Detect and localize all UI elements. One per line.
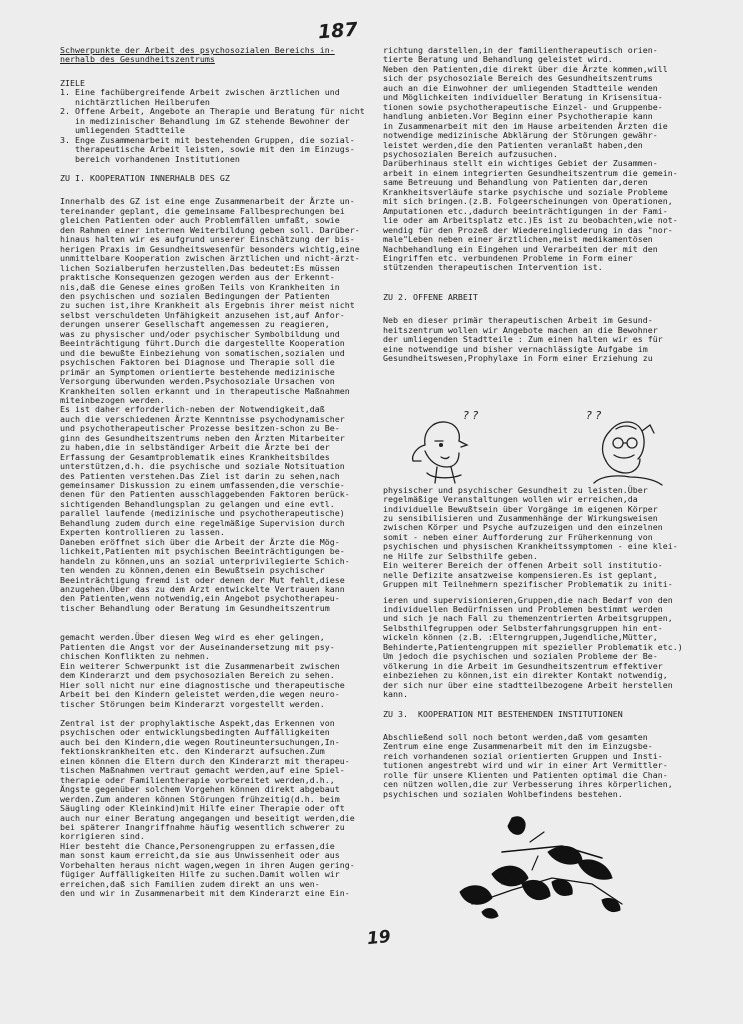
text-line: gleichen Patienten oder auch Problemfällen umfaßt, sowie [60,215,340,226]
text-line: und Möglichkeiten individueller Beratung in Krisensitua- [383,92,663,103]
text-line: unmittelbare Kooperation zwischen ärztlichen und nicht-ärzt- [60,253,360,264]
text-line: Amputationen etc.,dadurch beeinträchtigungen in der Fami- [383,205,668,216]
text-line: zwischen Körper und Psyche aufzuzeigen und den einzelnen [383,522,663,533]
section-1-paragraph [60,719,365,899]
text-line: werden.Zum anderen können Störungen frühzeitig(d.h. beim [60,793,340,804]
text-line: therapie oder Familientherapie vorbereitet werden,d.h., [60,774,335,785]
text-line: tutionen angestrebt wird und wir in einer Art Vermittler- [383,760,668,771]
text-line: Arbeit bei den Kindern geleistet werden,die wegen neuro- [60,689,340,700]
text-line: tionen sowie psychotherapeutische Einzel- und Gruppenbe- [383,101,663,112]
text-line: Versorgung überwunden werden.Psychosoziale Ursachen von [60,376,335,387]
puzzled-man-cartoon-right [570,405,670,487]
text-line: Es ist daher erforderlich-neben der Notwendigkeit,daß [60,404,325,415]
text-line: miteinbezogen werden. [60,394,165,405]
text-line: auch an die Einwohner der umliegenden Stadtteile wenden [383,82,658,93]
section-2-paragraph [383,596,698,700]
text-line: Darüberhinaus stellt ein wichtiges Gebiet der Zusammen- [383,158,658,169]
text-line: gemeinsamer Diskussion zu einem umfassenden,die verschie- [60,480,345,491]
list-line: 3. Enge Zusammenarbeit mit bestehenden Gruppen, die sozial- [60,134,355,145]
text-line: cen nützen wollen,die zur Verbesserung ihres körperlichen, [383,779,673,790]
text-line: dem Kinderarzt und dem psychosozialen Bereich zu sehen. [60,670,335,681]
ink-plant-drawing [452,812,632,927]
text-line: eine notwendige und bisher vernachlässigte Aufgabe im [383,343,648,354]
text-line: nelle Defizite ansatzweise kompensieren.Es ist geplant, [383,569,658,580]
text-line: ieren und supervisionieren,Gruppen,die nach Bedarf von den [383,594,673,605]
text-line: praktische Konsequenzen gezogen werden aus der Erkennt- [60,272,335,283]
text-line: psychischen oder entwicklungsbedingten Auffälligkeiten [60,727,330,738]
text-line: reich vorhandenen sozial orientierten Gruppen und Insti- [383,750,663,761]
text-line: der umliegenden Stadtteile : Zum einen halten wir es für [383,334,663,345]
text-line: tischen Maßnahmen vertraut gemacht werden,auf eine Spiel- [60,765,345,776]
text-line: primär an Symptomen orientierte bestehende medizinische [60,366,335,377]
text-line: und die bewußte Einbeziehung von somatischen,sozialen und [60,347,345,358]
title-line: nerhalb des Gesundheitszentrums [60,54,215,65]
text-line: Beeinträchtigung fremd ist oder denen der Mut fehlt,diese [60,574,345,585]
text-line: psychosozialen Bereich aufzusuchen. [383,148,558,159]
text-line: denen für den Patienten ausschlaggebenden Faktoren berück- [60,489,350,500]
text-line: erreichen,daß sich Familien zudem direkt an uns wen- [60,878,320,889]
text-line: Beeinträchtigung führt.Durch die dargestellte Kooperation [60,338,345,349]
text-line: arbeit in einem integrierten Gesundheitszentrum die gemein- [383,167,678,178]
text-line: derungen unserer Gesellschaft angemessen zu reagieren, [60,319,330,330]
text-line: same Betreuung und Behandlung von Patienten dar,deren [383,177,648,188]
text-line: male"Leben neben einer ärztlichen,meist medikamentösen [383,234,653,245]
section-3-heading: ZU 3. KOOPERATION MIT BESTEHENDEN INSTITUTIONEN [383,708,623,719]
text-line: lichen Sozialberufen herzustellen.Das bedeutet:Es müssen [60,262,340,273]
text-line: leistet werden,die den Patienten veranlaßt haben,den [383,139,643,150]
text-line: lie oder am Arbeitsplatz etc.)Es ist zu beobachten,wie not- [383,215,678,226]
continued-paragraph [383,46,698,273]
text-line: individuellen Bedürfnissen und Problemen bestimmt werden [383,604,663,615]
list-line: 1. Eine fachübergreifende Arbeit zwischen ärztlichen und [60,87,340,98]
text-line: Neb en dieser primär therapeutischen Arbeit im Gesund- [383,315,653,326]
text-line: handlung anbieten.Vor Beginn einer Psychotherapie kann [383,111,653,122]
text-line: anzugehen.Über das zu dem Arzt entwickelte Vertrauen kann [60,584,345,595]
ziele-list [60,88,365,164]
text-line: und psychotherapeutischer Prozesse besitzen-schon zu Be- [60,423,340,434]
question-marks: ? ? [463,409,479,422]
text-line: Daneben eröffnet sich über die Arbeit der Ärzte die Mög- [60,536,340,547]
text-line: lichkeit,Patienten mit psychischen Beeinträchtigungen be- [60,546,345,557]
text-line: Säugling oder Kleinkind)mit Hilfe einer Therapie oder oft [60,803,345,814]
text-line: psychischen und physischen Krankheitssymptomen - eine klei- [383,541,678,552]
list-line: therapeutische Arbeit leisten, sowie mit den im Einzugs- [60,144,355,155]
section-2-paragraph [383,316,698,363]
page-number-bottom: 19 [366,926,392,950]
text-line: Erfassung der Gesamtproblematik eines Krankheitsbildes [60,451,330,462]
text-line: kann. [383,689,408,700]
text-line: parallel laufende (medizinische und psychotherapeutische) [60,508,345,519]
text-line: gemacht werden.Über diesen Weg wird es eher gelingen, [60,632,325,643]
text-line: hinaus halten wir es aufgrund unserer Einschätzung der bis- [60,234,355,245]
text-line: tereinander geplant, die gemeinsame Fallbesprechungen bei [60,205,345,216]
puzzled-man-cartoon-left [395,405,490,487]
text-line: des Patienten verstehen.Das Ziel ist darin zu sehen,nach [60,470,340,481]
text-line: Innerhalb des GZ ist eine enge Zusammenarbeit der Ärzte un- [60,196,355,207]
text-line: Krankheiten sollen erkannt und in therapeutische Maßnahmen [60,385,350,396]
text-line: völkerung in die Arbeit im Gesundheitszentrum effektiver [383,660,663,671]
text-line: Selbsthilfegruppen oder Selbsterfahrungsgruppen hin ent- [383,622,663,633]
text-line: fektionskrankheiten etc. den Kinderarzt aufsuchen.Zum [60,746,325,757]
section-2-heading: ZU 2. OFFENE ARBEIT [383,291,478,302]
text-line: Neben den Patienten,die direkt über die Ärzte kommen,will [383,63,668,74]
text-line: auch nur einer Beratung angegangen und beseitigt werden,die [60,812,355,823]
text-line: somit - neben einer Aufforderung zur Früherkennung von [383,531,653,542]
text-line: notwendige medizinische Abklärung der Störungen gewähr- [383,130,658,141]
text-line: fügiger Auffälligkeiten Hilfe zu suchen.Damit wollen wir [60,869,340,880]
text-line: rolle für unsere Klienten und Patienten optimal die Chan- [383,769,668,780]
text-line: richtung darstellen,in der familientherapeutisch orien- [383,45,658,55]
text-line: einen können die Eltern durch den Kinderarzt mit therapeu- [60,755,350,766]
text-line: wickeln können (z.B. :Elterngruppen,Jugendliche,Mütter, [383,632,658,643]
text-line: auch bei den Kindern,die wegen Routineuntersuchungen,In- [60,736,340,747]
text-line: Vorbehalten heraus nicht wagen,wegen in ihren Augen gering- [60,859,355,870]
text-line: den psychischen und sozialen Bedingungen der Patienten [60,290,330,301]
text-line: was zu physischer und/oder psychischer Symbolbildung und [60,328,340,339]
text-line: herigen Praxis im Gesundheitswesenfür besonders wichtig,eine [60,243,360,254]
text-line: tischer Behandlung oder Beratung im Gesundheitszentrum [60,602,330,613]
text-line: der sich nur über eine stadtteilbezogene Arbeit herstellen [383,679,673,690]
text-line: tierte Beratung und Behandlung geleistet wird. [383,54,613,65]
text-line: Krankheitsverläufe starke psychische und soziale Probleme [383,186,668,197]
section-2-paragraph [383,486,698,590]
left-column [60,46,365,899]
ziele-heading: ZIELE [60,77,85,88]
text-line: man sonst kaum erreicht,da sie aus Unwissenheit oder aus [60,850,340,861]
section-1-heading: ZU I. KOOPERATION INNERHALB DES GZ [60,172,230,183]
text-line: Hier soll nicht nur eine diagnostische und therapeutische [60,679,345,690]
text-line: handeln zu können,uns an sozial unterprivilegierte Schich- [60,555,350,566]
text-line: zu suchen ist,ihre Krankheit als Ergebnis ihrer meist nicht [60,300,355,311]
text-line: und sich je nach Fall zu themenzentrierten Arbeitsgruppen, [383,613,673,624]
title-line: Schwerpunkte der Arbeit des psychosozialen Bereichs in- [60,45,335,55]
text-line: sich der psychosoziale Bereich des Gesundheitszentrums [383,73,653,84]
page-number-top: 187 [317,18,359,44]
text-line: korrigieren sind. [60,831,145,842]
text-line: physischer und psychischer Gesundheit zu leisten.Über [383,484,648,495]
text-line: Ein weiterer Bereich der offenen Arbeit soll institutio- [383,560,663,571]
text-line: den Rahmen einer internen Weiterbildung geben soll. Darüber- [60,224,360,235]
text-line: Ängste gegenüber solchem Vorgehen können direkt abgebaut [60,784,340,795]
text-line: Behinderte,Patientengruppen mit spezieller Problematik etc.) [383,641,683,652]
text-line: Gesundheitswesen,Prophylaxe in Form einer Erziehung zu [383,353,653,364]
text-line: Eingriffen etc. verbundenen Probleme in Form einer [383,252,633,263]
list-line: nichtärztlichen Heilberufen [60,96,210,107]
text-line: nis,daß die Genese eines großen Teils von Krankheiten in [60,281,340,292]
list-line: bereich vorhandenen Institutionen [60,153,240,164]
section-3-paragraph [383,733,698,799]
text-line: Um jedoch die psychischen und sozialen Probleme der Be- [383,651,658,662]
text-line: Behandlung zudem durch eine regelmäßige Supervision durch [60,517,345,528]
text-line: wendig für den Prozeß der Wiedereingliederung in das "nor- [383,224,673,235]
text-line: Nachbehandlung ein Eingehen und Verarbeiten der mit den [383,243,658,254]
text-line: zu haben,die in selbständiger Arbeit die Ärzte bei der [60,442,330,453]
text-line: psychischen und sozialen Wohlbefindens bestehen. [383,788,623,799]
text-line: Gruppen mit Teilnehmern spezifischer Problematik zu initi- [383,579,673,590]
text-line: Zentrum eine enge Zusammenarbeit mit den im Einzugsbe- [383,741,653,752]
list-line: in medizinischer Behandlung im GZ stehende Bewohner der [60,115,350,126]
list-line: umliegenden Stadtteile [60,125,185,136]
text-line: ginn des Gesundheitszentrums neben den Ärzten Mitarbeiter [60,432,345,443]
text-line: Patienten die Angst vor der Auseinandersetzung mit psy- [60,641,335,652]
text-line: zu sensibilisieren und Zusammenhänge der Wirkungsweisen [383,512,658,523]
text-line: Ein weiterer Schwerpunkt ist die Zusammenarbeit zwischen [60,660,340,671]
text-line: selbst verschuldeten Unfähigkeit anzusehen ist,auf Anfor- [60,309,345,320]
text-line: chischen Konflikten zu nehmen. [60,651,210,662]
text-line: Experten kontrollieren zu lassen. [60,527,225,538]
text-line: unterstützen,d.h. die psychische und soziale Notsituation [60,461,345,472]
text-line: einbeziehen zu können,ist ein direkter Kontakt notwendig, [383,670,668,681]
section-1-paragraph [60,633,365,709]
text-line: tischer Störungen beim Kinderarzt vorgestellt werden. [60,698,325,709]
section-1-paragraph [60,197,365,613]
text-line: sichtigenden Behandlungsplan zu gelangen und eine evtl. [60,498,335,509]
document-title [60,46,365,65]
text-line: Hier besteht die Chance,Personengruppen zu erfassen,die [60,840,335,851]
text-line: Abschließend soll noch betont werden,daß vom gesamten [383,732,648,743]
text-line: regelmäßige Veranstaltungen wollen wir erreichen,da [383,494,638,505]
question-marks: ? ? [586,409,602,422]
text-line: mit sich bringen.(z.B. Folgeerscheinungen von Operationen, [383,196,673,207]
text-line: individuelle Bewußtsein über Vorgänge im eigenen Körper [383,503,658,514]
text-line: heitszentrum wollen wir Angebote machen an die Bewohner [383,324,658,335]
text-line: den und wir in Zusammenarbeit mit dem Kinderarzt eine Ein- [60,888,350,899]
text-line: den Patienten,wenn notwendig,ein Angebot psychotherapeu- [60,593,340,604]
text-line: stützenden therapeutischen Intervention ist. [383,262,603,273]
text-line: ten wenden zu können,denen ein Bewußtsein psychischer [60,565,325,576]
text-line: auch die verschiedenen Ärzte Kenntnisse psychodynamischer [60,413,345,424]
text-line: ne Hilfe zur Selbsthilfe geben. [383,550,538,561]
text-line: psychischen Faktoren bei Diagnose und Therapie soll die [60,357,335,368]
list-line: 2. Offene Arbeit, Angebote an Therapie und Beratung für nicht [60,106,365,117]
text-line: Zentral ist der prophylaktische Aspekt,das Erkennen von [60,718,335,728]
text-line: in Zusammenarbeit mit den im Hause arbeitenden Ärzten die [383,120,668,131]
text-line: bei späterer Inangriffnahme häufig wesentlich schwerer zu [60,821,345,832]
